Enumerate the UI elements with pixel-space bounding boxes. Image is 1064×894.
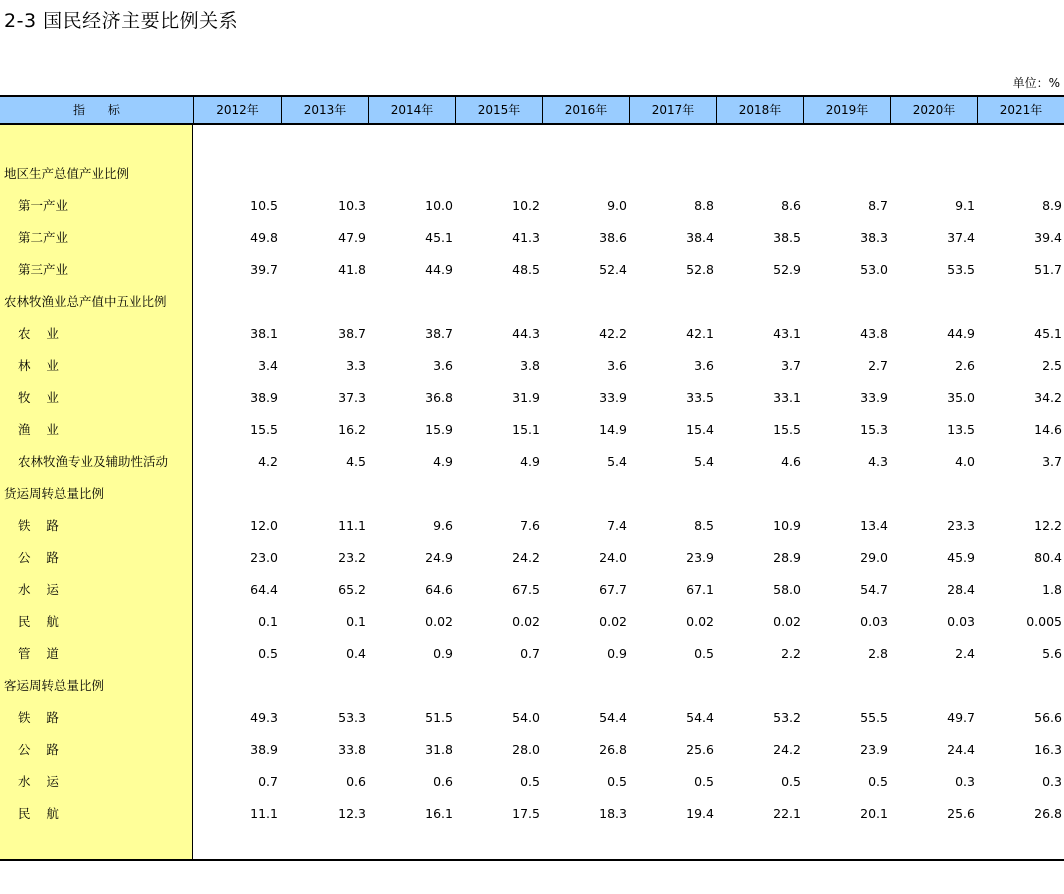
table-cell: 24.2 [773,742,801,757]
table-cell: 49.3 [250,710,278,725]
table-cell: 37.4 [947,230,975,245]
table-cell: 3.8 [520,358,540,373]
table-cell: 19.4 [686,806,714,821]
table-row [0,254,1064,286]
table-cell: 3.7 [1042,454,1062,469]
table-row [0,766,1064,798]
table-cell: 11.1 [250,806,278,821]
row-label: 水 运 [18,774,59,789]
table-cell: 15.3 [860,422,888,437]
table-cell: 35.0 [947,390,975,405]
row-label: 货运周转总量比例 [4,486,105,501]
table-cell: 44.9 [947,326,975,341]
table-cell: 56.6 [1034,710,1062,725]
table-cell: 10.3 [338,198,366,213]
table-cell: 25.6 [947,806,975,821]
table-cell: 0.02 [773,614,801,629]
table-cell: 24.0 [599,550,627,565]
table-cell: 0.9 [607,646,627,661]
row-label: 渔 业 [18,422,59,437]
table-cell: 3.6 [694,358,714,373]
table-cell: 51.5 [425,710,453,725]
table-cell: 8.6 [781,198,801,213]
table-cell: 49.8 [250,230,278,245]
table-cell: 15.5 [773,422,801,437]
table-cell: 0.02 [599,614,627,629]
table-cell: 28.0 [512,742,540,757]
table-cell: 23.9 [686,550,714,565]
table-cell: 2.8 [868,646,888,661]
table-cell: 12.2 [1034,518,1062,533]
table-cell: 0.5 [868,774,888,789]
table-cell: 36.8 [425,390,453,405]
table-cell: 0.5 [781,774,801,789]
table-row [0,510,1064,542]
table-cell: 0.02 [686,614,714,629]
table-cell: 33.8 [338,742,366,757]
table-cell: 33.5 [686,390,714,405]
table-cell: 23.9 [860,742,888,757]
table-cell: 0.6 [346,774,366,789]
row-label: 第三产业 [18,262,69,277]
table-cell: 64.4 [250,582,278,597]
table-cell: 9.0 [607,198,627,213]
row-label: 农林牧渔业总产值中五业比例 [4,294,167,309]
table-cell: 47.9 [338,230,366,245]
table-cell: 44.9 [425,262,453,277]
table-cell: 0.005 [1026,614,1062,629]
table-cell: 5.6 [1042,646,1062,661]
row-label: 农 业 [18,326,59,341]
table-cell: 45.1 [1034,326,1062,341]
table-cell: 52.8 [686,262,714,277]
table-cell: 38.7 [338,326,366,341]
table-cell: 1.8 [1042,582,1062,597]
table-cell: 38.9 [250,390,278,405]
table-cell: 22.1 [773,806,801,821]
row-label: 牧 业 [18,390,59,405]
table-cell: 23.2 [338,550,366,565]
table-cell: 33.9 [860,390,888,405]
table-cell: 0.02 [512,614,540,629]
table-cell: 67.1 [686,582,714,597]
table-cell: 41.8 [338,262,366,277]
table-header [0,95,1064,125]
table-cell: 3.6 [433,358,453,373]
header-year: 2018年 [716,97,803,123]
table-cell: 12.3 [338,806,366,821]
row-label: 林 业 [18,358,59,373]
table-cell: 10.9 [773,518,801,533]
table-cell: 0.5 [694,774,714,789]
table-cell: 41.3 [512,230,540,245]
table-cell: 52.4 [599,262,627,277]
table-cell: 12.0 [250,518,278,533]
table-cell: 0.02 [425,614,453,629]
table-cell: 2.4 [955,646,975,661]
table-cell: 24.4 [947,742,975,757]
table-row [0,446,1064,478]
table-cell: 16.3 [1034,742,1062,757]
table-cell: 23.3 [947,518,975,533]
table-cell: 38.6 [599,230,627,245]
table-cell: 8.5 [694,518,714,533]
table-cell: 0.5 [258,646,278,661]
table-cell: 39.4 [1034,230,1062,245]
table-cell: 8.8 [694,198,714,213]
table-cell: 58.0 [773,582,801,597]
table-row [0,414,1064,446]
table-cell: 26.8 [599,742,627,757]
table-cell: 34.2 [1034,390,1062,405]
table-cell: 0.4 [346,646,366,661]
row-label: 铁 路 [18,518,59,533]
table-cell: 0.5 [607,774,627,789]
table-cell: 43.8 [860,326,888,341]
table-cell: 28.4 [947,582,975,597]
row-label: 第一产业 [18,198,69,213]
header-year: 2016年 [542,97,629,123]
table-category-row [0,478,1064,510]
table-cell: 13.5 [947,422,975,437]
table-cell: 38.9 [250,742,278,757]
table-cell: 4.2 [258,454,278,469]
table-cell: 33.1 [773,390,801,405]
table-cell: 0.9 [433,646,453,661]
table-cell: 2.7 [868,358,888,373]
table-cell: 45.9 [947,550,975,565]
table-cell: 15.5 [250,422,278,437]
table-cell: 53.0 [860,262,888,277]
table-cell: 39.7 [250,262,278,277]
header-year: 2017年 [629,97,716,123]
header-indicator: 指 标 [73,103,120,117]
table-cell: 14.6 [1034,422,1062,437]
table-cell: 54.4 [686,710,714,725]
table-cell: 0.6 [433,774,453,789]
table-cell: 51.7 [1034,262,1062,277]
table-cell: 31.9 [512,390,540,405]
table-cell: 3.4 [258,358,278,373]
table-cell: 11.1 [338,518,366,533]
table-cell: 16.2 [338,422,366,437]
row-label: 农林牧渔专业及辅助性活动 [18,454,169,469]
table-cell: 3.7 [781,358,801,373]
table-cell: 45.1 [425,230,453,245]
table-row [0,222,1064,254]
table-cell: 7.4 [607,518,627,533]
table-cell: 0.03 [947,614,975,629]
table-cell: 17.5 [512,806,540,821]
table-cell: 43.1 [773,326,801,341]
table-row [0,318,1064,350]
table-cell: 0.7 [520,646,540,661]
table-cell: 38.1 [250,326,278,341]
table-cell: 2.6 [955,358,975,373]
table-cell: 53.3 [338,710,366,725]
table-row [0,798,1064,830]
row-label: 地区生产总值产业比例 [4,166,130,181]
table-cell: 3.6 [607,358,627,373]
table-cell: 4.5 [346,454,366,469]
table-category-row [0,158,1064,190]
table-cell: 0.1 [258,614,278,629]
table-cell: 24.2 [512,550,540,565]
table-cell: 65.2 [338,582,366,597]
table-row [0,638,1064,670]
table-cell: 25.6 [686,742,714,757]
row-label: 管 道 [18,646,59,661]
table-cell: 48.5 [512,262,540,277]
table-cell: 0.7 [258,774,278,789]
table-cell: 18.3 [599,806,627,821]
table-cell: 0.3 [955,774,975,789]
table-row [0,574,1064,606]
table-cell: 54.7 [860,582,888,597]
table-cell: 38.3 [860,230,888,245]
table-cell: 15.1 [512,422,540,437]
table-cell: 38.7 [425,326,453,341]
table-cell: 0.5 [694,646,714,661]
table-cell: 23.0 [250,550,278,565]
table-cell: 55.5 [860,710,888,725]
table-cell: 67.7 [599,582,627,597]
row-label: 铁 路 [18,710,59,725]
table-cell: 24.9 [425,550,453,565]
table-cell: 0.3 [1042,774,1062,789]
row-label: 民 航 [18,806,59,821]
row-label: 民 航 [18,614,59,629]
table-cell: 10.2 [512,198,540,213]
table-cell: 54.0 [512,710,540,725]
table-cell: 2.2 [781,646,801,661]
row-label: 第二产业 [18,230,69,245]
table-cell: 33.9 [599,390,627,405]
table-row [0,382,1064,414]
header-year: 2013年 [281,97,368,123]
page-title: 2-3 国民经济主要比例关系 [4,10,239,32]
table-cell: 16.1 [425,806,453,821]
table-cell: 49.7 [947,710,975,725]
table-bottom-rule [0,859,1064,861]
header-year: 2019年 [803,97,890,123]
table-cell: 64.6 [425,582,453,597]
table-row [0,606,1064,638]
table-cell: 9.1 [955,198,975,213]
table-cell: 29.0 [860,550,888,565]
table-cell: 8.7 [868,198,888,213]
table-cell: 8.9 [1042,198,1062,213]
row-label: 公 路 [18,550,59,565]
table-cell: 54.4 [599,710,627,725]
table-cell: 13.4 [860,518,888,533]
table-cell: 2.5 [1042,358,1062,373]
table-cell: 10.0 [425,198,453,213]
table-cell: 5.4 [694,454,714,469]
table-row [0,350,1064,382]
header-year: 2014年 [368,97,455,123]
table-cell: 0.03 [860,614,888,629]
row-label: 水 运 [18,582,59,597]
row-label: 公 路 [18,742,59,757]
table-cell: 31.8 [425,742,453,757]
table-cell: 52.9 [773,262,801,277]
table-cell: 26.8 [1034,806,1062,821]
table-cell: 38.5 [773,230,801,245]
table-cell: 3.3 [346,358,366,373]
table-cell: 0.1 [346,614,366,629]
table-cell: 15.4 [686,422,714,437]
table-cell: 7.6 [520,518,540,533]
table-cell: 0.5 [520,774,540,789]
table-cell: 10.5 [250,198,278,213]
unit-label: 单位：% [1012,76,1060,90]
table-cell: 4.3 [868,454,888,469]
table-cell: 67.5 [512,582,540,597]
table-cell: 42.1 [686,326,714,341]
table-cell: 38.4 [686,230,714,245]
table-cell: 4.0 [955,454,975,469]
table-cell: 53.2 [773,710,801,725]
table-cell: 28.9 [773,550,801,565]
table-cell: 4.9 [433,454,453,469]
table-cell: 4.6 [781,454,801,469]
table-cell: 14.9 [599,422,627,437]
table-cell: 53.5 [947,262,975,277]
table-cell: 80.4 [1034,550,1062,565]
row-label: 客运周转总量比例 [4,678,105,693]
table-cell: 4.9 [520,454,540,469]
header-year: 2015年 [455,97,542,123]
table-cell: 9.6 [433,518,453,533]
table-cell: 20.1 [860,806,888,821]
header-year: 2020年 [890,97,977,123]
table-row [0,190,1064,222]
table-category-row [0,670,1064,702]
table-row [0,734,1064,766]
header-year: 2012年 [193,97,281,123]
header-year: 2021年 [977,97,1064,123]
table-cell: 37.3 [338,390,366,405]
table-category-row [0,286,1064,318]
table-cell: 15.9 [425,422,453,437]
table-cell: 42.2 [599,326,627,341]
table-row [0,542,1064,574]
table-cell: 5.4 [607,454,627,469]
table-cell: 44.3 [512,326,540,341]
table-row [0,702,1064,734]
